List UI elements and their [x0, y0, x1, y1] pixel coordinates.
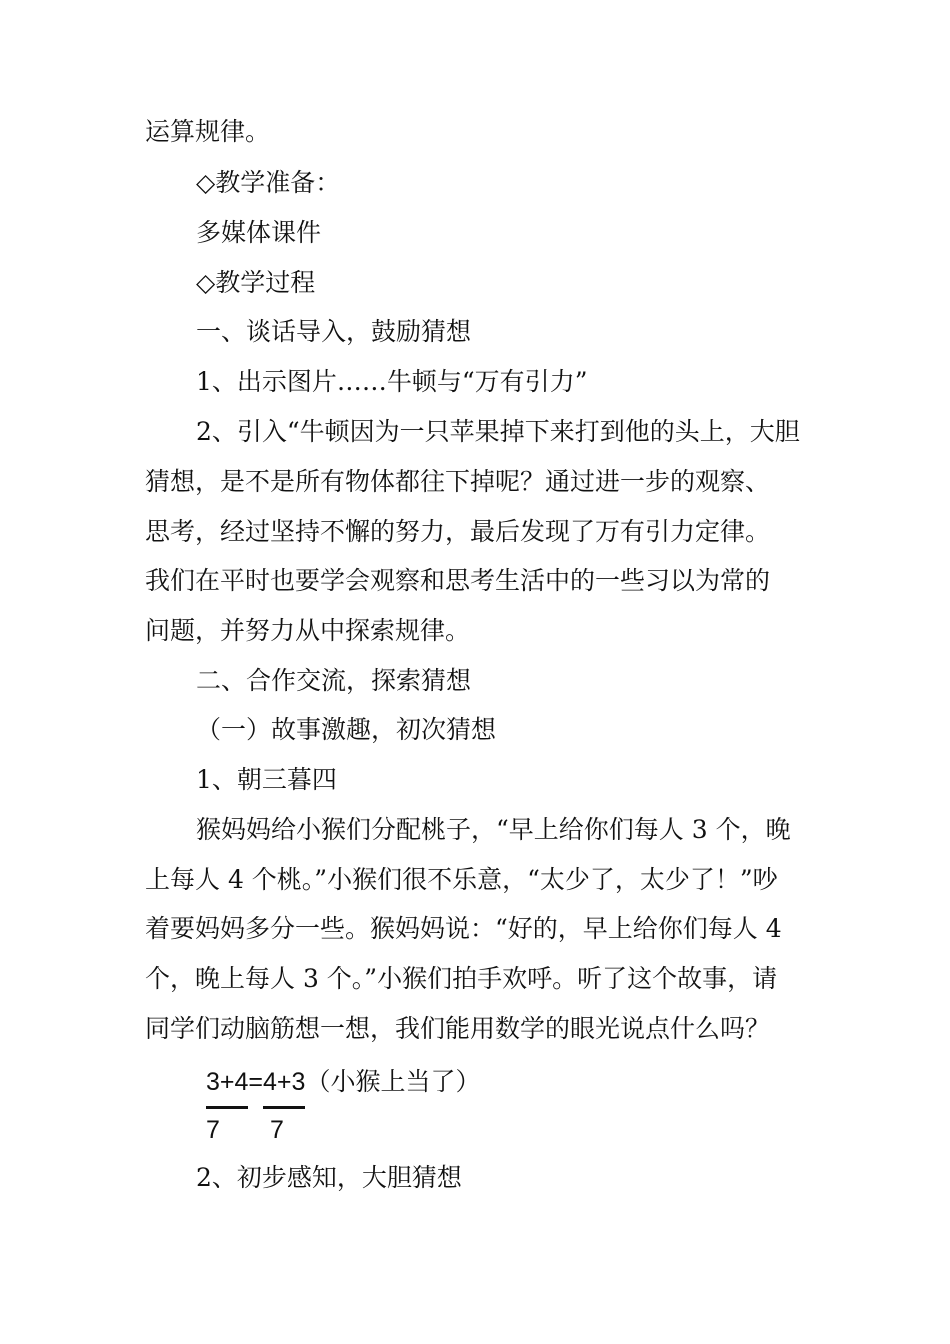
equation-right: 4+3 [263, 1068, 305, 1109]
text-line: 猜想，是不是所有物体都往下掉呢？通过进一步的观察、 [145, 467, 771, 496]
text-line: 2、引入“牛顿因为一只苹果掉下来打到他的头上，大胆 [196, 417, 800, 446]
text-line: 猴妈妈给小猴们分配桃子，“早上给你们每人 3 个，晚 [196, 815, 791, 844]
text-line: 多媒体课件 [196, 218, 322, 247]
text-line: 1、出示图片……牛顿与“万有引力” [196, 367, 588, 396]
text-line: 我们在平时也要学会观察和思考生活中的一些习以为常的 [145, 566, 771, 595]
equation-equals: = [248, 1068, 264, 1096]
equation-right-sum: 7 [270, 1116, 284, 1144]
equation [206, 1066, 480, 1109]
equation-note: （小猴上当了） [305, 1067, 481, 1096]
text-line: 2、初步感知，大胆猜想 [196, 1163, 462, 1192]
text-line: 运算规律。 [145, 117, 271, 146]
equation-left-sum: 7 [206, 1116, 220, 1144]
text-line: 1、朝三暮四 [196, 765, 337, 794]
text-line: 同学们动脑筋想一想，我们能用数学的眼光说点什么吗？ [145, 1014, 771, 1043]
section-heading: ◇教学准备： [196, 168, 341, 197]
subsection-heading: （一）故事激趣，初次猜想 [196, 715, 497, 744]
text-line: 着要妈妈多分一些。猴妈妈说：“好的，早上给你们每人 4 [145, 914, 782, 943]
text-line: 个，晚上每人 3 个。”小猴们拍手欢呼。听了这个故事，请 [145, 964, 778, 993]
text-line: 问题，并努力从中探索规律。 [145, 616, 471, 645]
section-heading: 一、谈话导入，鼓励猜想 [196, 317, 472, 346]
equation-left: 3+4 [206, 1068, 248, 1109]
section-heading: ◇教学过程 [196, 268, 316, 297]
text-line: 上每人 4 个桃。”小猴们很不乐意，“太少了，太少了！”吵 [145, 865, 778, 894]
text-line: 思考，经过坚持不懈的努力，最后发现了万有引力定律。 [145, 517, 771, 546]
section-heading: 二、合作交流，探索猜想 [196, 666, 472, 695]
